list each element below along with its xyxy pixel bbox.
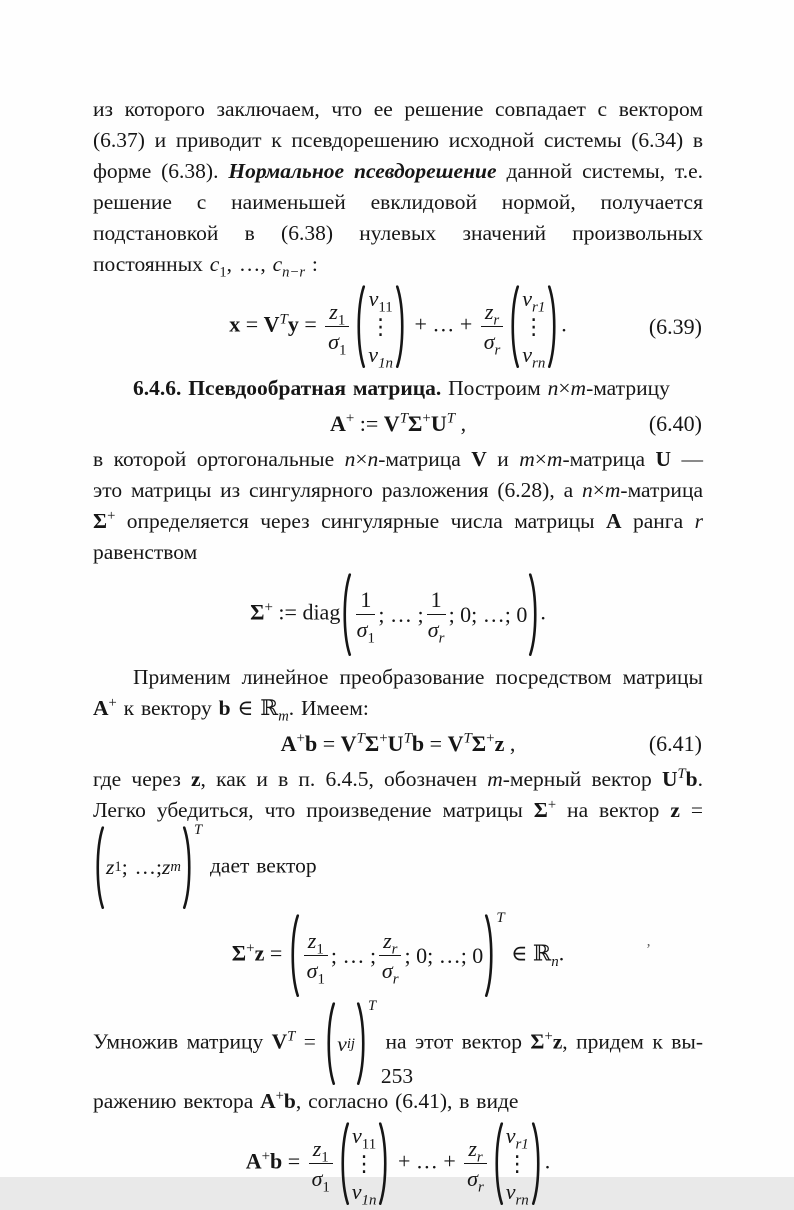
equation-6-39 bbox=[93, 285, 703, 372]
math-text: 6.4.6. Псевдообратная матрица. bbox=[133, 376, 442, 401]
math-text: n bbox=[367, 447, 379, 472]
math-text: , согласно (6.41), в виде bbox=[295, 1088, 519, 1113]
paragraph-z-vector bbox=[93, 764, 703, 909]
math-text: , как и в п. 6.4.5, обозначен bbox=[200, 766, 488, 791]
vector-entry bbox=[506, 1152, 528, 1175]
math-text: × bbox=[534, 447, 547, 472]
left-paren bbox=[289, 914, 299, 997]
math-text: , bbox=[455, 411, 467, 437]
paren-content bbox=[299, 914, 486, 997]
paren-group bbox=[289, 909, 505, 997]
math-text: на вектор bbox=[556, 797, 671, 822]
math-text: n bbox=[582, 478, 593, 503]
math-text: . bbox=[544, 1148, 551, 1174]
math-text: Применим линейное преобразование посредством матрицы bbox=[133, 664, 703, 689]
equation-sigma-z bbox=[93, 909, 703, 997]
math-text: ; … ; bbox=[330, 943, 377, 968]
math-text: σ bbox=[427, 617, 439, 643]
vector-entry bbox=[505, 1178, 529, 1209]
math-text: Нормальное псевдорешение bbox=[228, 159, 497, 183]
section-heading-6-4-6 bbox=[93, 373, 703, 404]
fraction bbox=[481, 298, 503, 359]
math-text: b bbox=[270, 1148, 283, 1174]
numerator bbox=[427, 587, 446, 615]
column-vector bbox=[339, 1122, 390, 1209]
math-text: 1 bbox=[430, 587, 442, 613]
right-paren bbox=[532, 1122, 542, 1205]
equation-6-40 bbox=[93, 411, 703, 437]
math-text: ; … ; bbox=[378, 602, 424, 628]
superscript: T bbox=[403, 730, 412, 747]
denominator bbox=[381, 956, 399, 988]
formula-6-41 bbox=[281, 731, 516, 757]
math-text: A bbox=[245, 1148, 262, 1174]
math-text: = bbox=[295, 1029, 325, 1054]
math-text: v bbox=[368, 286, 379, 311]
numerator bbox=[481, 299, 503, 327]
math-text: -матрицу bbox=[586, 376, 670, 401]
right-paren bbox=[485, 914, 495, 997]
scan-artifact-mark: ʼ bbox=[646, 942, 651, 959]
math-text: m bbox=[487, 766, 503, 791]
paragraph-intro bbox=[93, 94, 703, 280]
superscript: T bbox=[446, 411, 456, 427]
math-text: = bbox=[424, 730, 448, 756]
denominator bbox=[311, 1164, 330, 1196]
math-text: z bbox=[484, 298, 494, 324]
fraction bbox=[356, 587, 375, 647]
subscript: r bbox=[493, 312, 500, 329]
vector-entry bbox=[368, 342, 394, 372]
superscript: + bbox=[345, 411, 355, 427]
page-content bbox=[93, 94, 703, 1210]
math-text: ⋮ bbox=[506, 1150, 529, 1176]
numerator bbox=[464, 1136, 486, 1164]
math-text: × bbox=[592, 478, 605, 503]
math-text: V bbox=[447, 730, 464, 756]
math-text: n bbox=[344, 447, 356, 472]
superscript: + bbox=[261, 1148, 271, 1165]
math-text: v bbox=[352, 1122, 362, 1148]
math-text: Построим bbox=[441, 376, 548, 401]
math-text: , …, bbox=[226, 252, 273, 276]
math-text: v bbox=[505, 1178, 516, 1204]
math-text: A bbox=[606, 509, 622, 534]
math-text: дает вектор bbox=[203, 853, 317, 878]
denominator bbox=[328, 327, 347, 359]
vector-entries bbox=[365, 285, 396, 372]
superscript: T bbox=[279, 311, 288, 328]
math-text: . bbox=[540, 600, 546, 626]
paren-content bbox=[351, 573, 529, 656]
superscript: T bbox=[677, 765, 686, 782]
superscript: T bbox=[496, 909, 505, 926]
math-text: × bbox=[355, 447, 368, 472]
math-text: . Легко убедиться, что произведение матрицы bbox=[93, 766, 703, 822]
left-paren bbox=[94, 826, 104, 909]
vector-entry bbox=[353, 1152, 375, 1175]
math-text: U bbox=[661, 766, 678, 791]
numerator bbox=[325, 299, 349, 327]
math-text: : bbox=[305, 252, 318, 276]
vector-entry bbox=[522, 286, 546, 316]
superscript: + bbox=[246, 940, 255, 957]
math-text: -мерный вектор bbox=[502, 766, 662, 791]
math-text: U bbox=[387, 730, 404, 756]
math-text: Умножив матрицу bbox=[93, 1029, 272, 1054]
left-paren bbox=[339, 1122, 349, 1205]
math-text: Σ bbox=[408, 411, 423, 437]
right-paren bbox=[396, 285, 406, 368]
math-text: ; 0; …; 0 bbox=[448, 602, 528, 628]
math-text: = bbox=[679, 797, 703, 822]
math-text: × bbox=[558, 376, 571, 401]
subscript: 1 bbox=[322, 1179, 330, 1196]
math-text: 1 bbox=[360, 587, 372, 613]
vector-entry bbox=[368, 286, 393, 316]
fraction bbox=[325, 298, 349, 359]
math-text: V bbox=[263, 311, 280, 337]
math-text: m bbox=[546, 447, 563, 472]
right-paren bbox=[548, 285, 558, 368]
math-text: = bbox=[264, 940, 288, 966]
numerator bbox=[379, 928, 401, 956]
math-text: -матрица bbox=[378, 447, 472, 472]
math-text: , bbox=[504, 730, 516, 756]
subscript: r bbox=[478, 1179, 484, 1196]
math-text: v bbox=[505, 1122, 516, 1148]
formula-sigma-z bbox=[231, 909, 565, 997]
math-text: -матрица bbox=[620, 478, 703, 503]
math-text: := bbox=[354, 411, 384, 437]
paragraph-svd-matrices bbox=[93, 444, 703, 568]
math-text: определяется через сингулярные числа матрицы bbox=[115, 509, 606, 534]
vector-entry bbox=[370, 315, 392, 338]
formula-6-39 bbox=[229, 285, 567, 372]
vector-entries bbox=[349, 1122, 380, 1209]
math-text: A bbox=[280, 730, 297, 756]
math-text: A bbox=[93, 695, 109, 720]
math-text: Σ bbox=[250, 600, 265, 626]
vector-entry bbox=[522, 342, 546, 372]
math-text: σ bbox=[483, 329, 495, 355]
math-text: b bbox=[685, 766, 698, 791]
subscript: rn bbox=[515, 1192, 529, 1209]
superscript: + bbox=[544, 1028, 553, 1045]
math-text: := diag bbox=[272, 600, 341, 626]
equation-sigma-plus-definition bbox=[93, 573, 703, 656]
vector-entry bbox=[523, 315, 545, 338]
left-paren bbox=[355, 285, 365, 368]
math-text: z bbox=[670, 797, 680, 822]
subscript: m bbox=[278, 707, 289, 724]
math-text: z bbox=[312, 1135, 322, 1161]
math-text: z bbox=[383, 927, 392, 953]
math-text: и bbox=[486, 447, 520, 472]
math-text: ⋮ bbox=[353, 1150, 376, 1176]
fraction bbox=[379, 927, 401, 988]
math-text: z bbox=[494, 730, 505, 756]
equation-a-plus-b bbox=[93, 1122, 703, 1209]
math-text: ранга bbox=[621, 509, 695, 534]
math-text: ∈ ℝ bbox=[505, 940, 552, 966]
math-text: c bbox=[272, 252, 283, 276]
superscript: + bbox=[108, 694, 117, 711]
math-text: b bbox=[304, 730, 318, 756]
numerator bbox=[304, 928, 328, 956]
superscript: T bbox=[367, 998, 377, 1015]
math-text: — это матрицы из сингулярного разложения (6.28), а bbox=[93, 447, 703, 503]
math-text: b bbox=[283, 1088, 296, 1113]
subscript: 1 bbox=[367, 630, 375, 647]
math-text: n bbox=[547, 376, 559, 401]
math-text: Σ bbox=[231, 940, 247, 966]
left-paren bbox=[509, 285, 519, 368]
math-text: σ bbox=[311, 1165, 323, 1191]
math-text: , придем к выражению вектора bbox=[93, 1029, 703, 1113]
fraction bbox=[464, 1135, 486, 1196]
superscript: + bbox=[264, 599, 273, 616]
subscript: 1n bbox=[378, 355, 394, 372]
math-text: m bbox=[519, 447, 535, 472]
subscript: rn bbox=[532, 355, 546, 372]
subscript: r1 bbox=[515, 1136, 529, 1153]
subscript: r bbox=[438, 630, 445, 647]
superscript: T bbox=[356, 730, 365, 747]
equation-number-6-39: (6.39) bbox=[648, 313, 702, 339]
paren-content: v ij bbox=[337, 1031, 355, 1056]
math-text: V bbox=[471, 447, 487, 472]
math-text: v bbox=[368, 342, 379, 368]
math-text: y bbox=[287, 311, 299, 337]
equation-number-6-41: (6.41) bbox=[648, 730, 702, 756]
equation-number-6-40: (6.40) bbox=[648, 411, 702, 437]
math-text: ; …; bbox=[121, 854, 163, 879]
math-text: v bbox=[337, 1031, 347, 1056]
numerator bbox=[309, 1136, 333, 1164]
equation-6-41 bbox=[93, 731, 703, 757]
subscript: 1 bbox=[337, 312, 346, 329]
subscript: 11 bbox=[378, 299, 393, 316]
math-text: в которой ортогональные bbox=[93, 447, 345, 472]
math-text: m bbox=[570, 376, 587, 401]
math-text: U bbox=[655, 447, 672, 472]
math-text: = bbox=[240, 311, 264, 337]
math-text: z bbox=[254, 940, 265, 966]
superscript: + bbox=[422, 411, 431, 427]
denominator bbox=[427, 615, 445, 647]
formula-sigma-plus-definition bbox=[250, 573, 546, 656]
math-text: v bbox=[522, 286, 532, 311]
math-text: b bbox=[411, 730, 425, 756]
math-text: Σ bbox=[93, 509, 108, 534]
superscript: + bbox=[107, 508, 116, 525]
math-text: z bbox=[307, 927, 317, 953]
column-vector bbox=[355, 285, 406, 372]
math-text: на этот вектор bbox=[377, 1029, 531, 1054]
right-paren bbox=[379, 1122, 389, 1205]
math-text: m bbox=[604, 478, 621, 503]
formula-6-40 bbox=[330, 411, 466, 437]
superscript: T bbox=[399, 411, 409, 427]
math-text: x bbox=[229, 311, 241, 337]
subscript: r bbox=[476, 1148, 483, 1165]
vector-entry bbox=[351, 1178, 377, 1209]
vector-entry bbox=[352, 1122, 377, 1153]
left-paren bbox=[341, 573, 351, 656]
math-text: z bbox=[106, 854, 115, 879]
math-text: = bbox=[282, 1148, 306, 1174]
superscript: + bbox=[275, 1087, 284, 1104]
paragraph-multiply-v bbox=[93, 998, 703, 1116]
denominator bbox=[483, 327, 501, 359]
math-text: V bbox=[340, 730, 357, 756]
formula-a-plus-b bbox=[245, 1122, 551, 1209]
superscript: T bbox=[287, 1028, 296, 1045]
paragraph-apply-transform bbox=[93, 662, 703, 724]
math-text: Σ bbox=[530, 1029, 545, 1054]
subscript: r bbox=[391, 941, 398, 958]
math-text: ; 0; …; 0 bbox=[404, 943, 484, 968]
math-text: U bbox=[430, 411, 447, 437]
math-text: σ bbox=[467, 1165, 479, 1191]
subscript: 1 bbox=[219, 264, 227, 281]
right-paren bbox=[529, 573, 539, 656]
column-vector bbox=[509, 285, 558, 372]
math-text: Σ bbox=[364, 730, 380, 756]
math-text: ⋮ bbox=[369, 314, 392, 340]
math-text: v bbox=[351, 1178, 362, 1204]
fraction bbox=[304, 927, 328, 988]
math-text: = bbox=[317, 730, 341, 756]
column-vector bbox=[493, 1122, 542, 1209]
math-text: . bbox=[558, 940, 565, 966]
math-text: данной системы, т.е. решение с наименьшей евклидовой нормой, получается подстановкой в (6.38) нулевых значений произвольных постоянных bbox=[93, 159, 704, 276]
subscript: 11 bbox=[361, 1136, 377, 1153]
math-text: из которого заключаем, что ее решение совпадает с вектором (6.37) и приводит к псевдорешению исходной системы (6.34) в форме (6.38). bbox=[93, 97, 703, 183]
paren-group bbox=[94, 821, 203, 909]
math-text: Σ bbox=[533, 797, 548, 822]
vector-entries bbox=[503, 1122, 532, 1209]
math-text: . Имеем: bbox=[288, 695, 369, 720]
numerator bbox=[356, 587, 375, 615]
math-text: + … + bbox=[392, 1148, 462, 1174]
paren-group bbox=[341, 573, 539, 656]
math-text: z bbox=[468, 1135, 477, 1161]
math-text: σ bbox=[381, 958, 393, 984]
math-text: V bbox=[383, 411, 400, 437]
subscript: 1n bbox=[361, 1192, 377, 1209]
subscript: r bbox=[494, 342, 501, 359]
math-text: A bbox=[329, 411, 346, 437]
page-number: 253 bbox=[380, 1064, 414, 1088]
math-text: где через bbox=[93, 766, 191, 791]
paren-content: z 1 ; …; z m bbox=[106, 854, 181, 879]
math-text: σ bbox=[306, 958, 318, 984]
math-text: c bbox=[209, 252, 220, 276]
math-text: Σ bbox=[471, 730, 487, 756]
fraction bbox=[309, 1135, 333, 1196]
subscript: 1 bbox=[317, 971, 325, 988]
subscript: r1 bbox=[532, 299, 546, 316]
math-text: ∈ ℝ bbox=[230, 695, 279, 720]
math-text: V bbox=[271, 1029, 288, 1054]
subscript: 1 bbox=[338, 342, 347, 359]
math-text: + … + bbox=[409, 311, 478, 337]
right-paren bbox=[183, 826, 193, 909]
left-paren bbox=[493, 1122, 503, 1205]
math-text: σ bbox=[356, 617, 368, 643]
subscript: 1 bbox=[316, 941, 324, 958]
math-text: r bbox=[694, 509, 703, 534]
superscript: + bbox=[547, 796, 557, 813]
math-text: -матрица bbox=[562, 447, 656, 472]
math-text: к вектору bbox=[116, 695, 219, 720]
denominator bbox=[467, 1164, 484, 1196]
vector-entry bbox=[505, 1122, 529, 1153]
math-text: = bbox=[298, 311, 323, 337]
denominator bbox=[356, 615, 375, 647]
math-text: A bbox=[260, 1088, 276, 1113]
superscript: + bbox=[296, 730, 305, 747]
subscript: n bbox=[551, 954, 559, 971]
superscript: + bbox=[486, 730, 495, 747]
denominator bbox=[306, 956, 325, 988]
math-text: . bbox=[561, 311, 567, 337]
math-text: z bbox=[191, 766, 201, 791]
math-text: ⋮ bbox=[522, 314, 545, 340]
math-text: v bbox=[522, 342, 532, 368]
fraction bbox=[427, 587, 446, 647]
math-text: z bbox=[329, 298, 338, 324]
math-text: z bbox=[162, 854, 171, 879]
math-text: σ bbox=[328, 329, 339, 355]
subscript: r bbox=[392, 971, 399, 988]
math-text: z bbox=[552, 1029, 563, 1054]
subscript: n−r bbox=[282, 264, 306, 281]
superscript: T bbox=[193, 821, 203, 838]
vector-entries bbox=[519, 285, 548, 372]
math-text: b bbox=[218, 695, 231, 720]
superscript: T bbox=[463, 730, 472, 747]
subscript: 1 bbox=[321, 1148, 329, 1165]
math-text: равенством bbox=[93, 540, 198, 565]
superscript: + bbox=[379, 730, 388, 747]
